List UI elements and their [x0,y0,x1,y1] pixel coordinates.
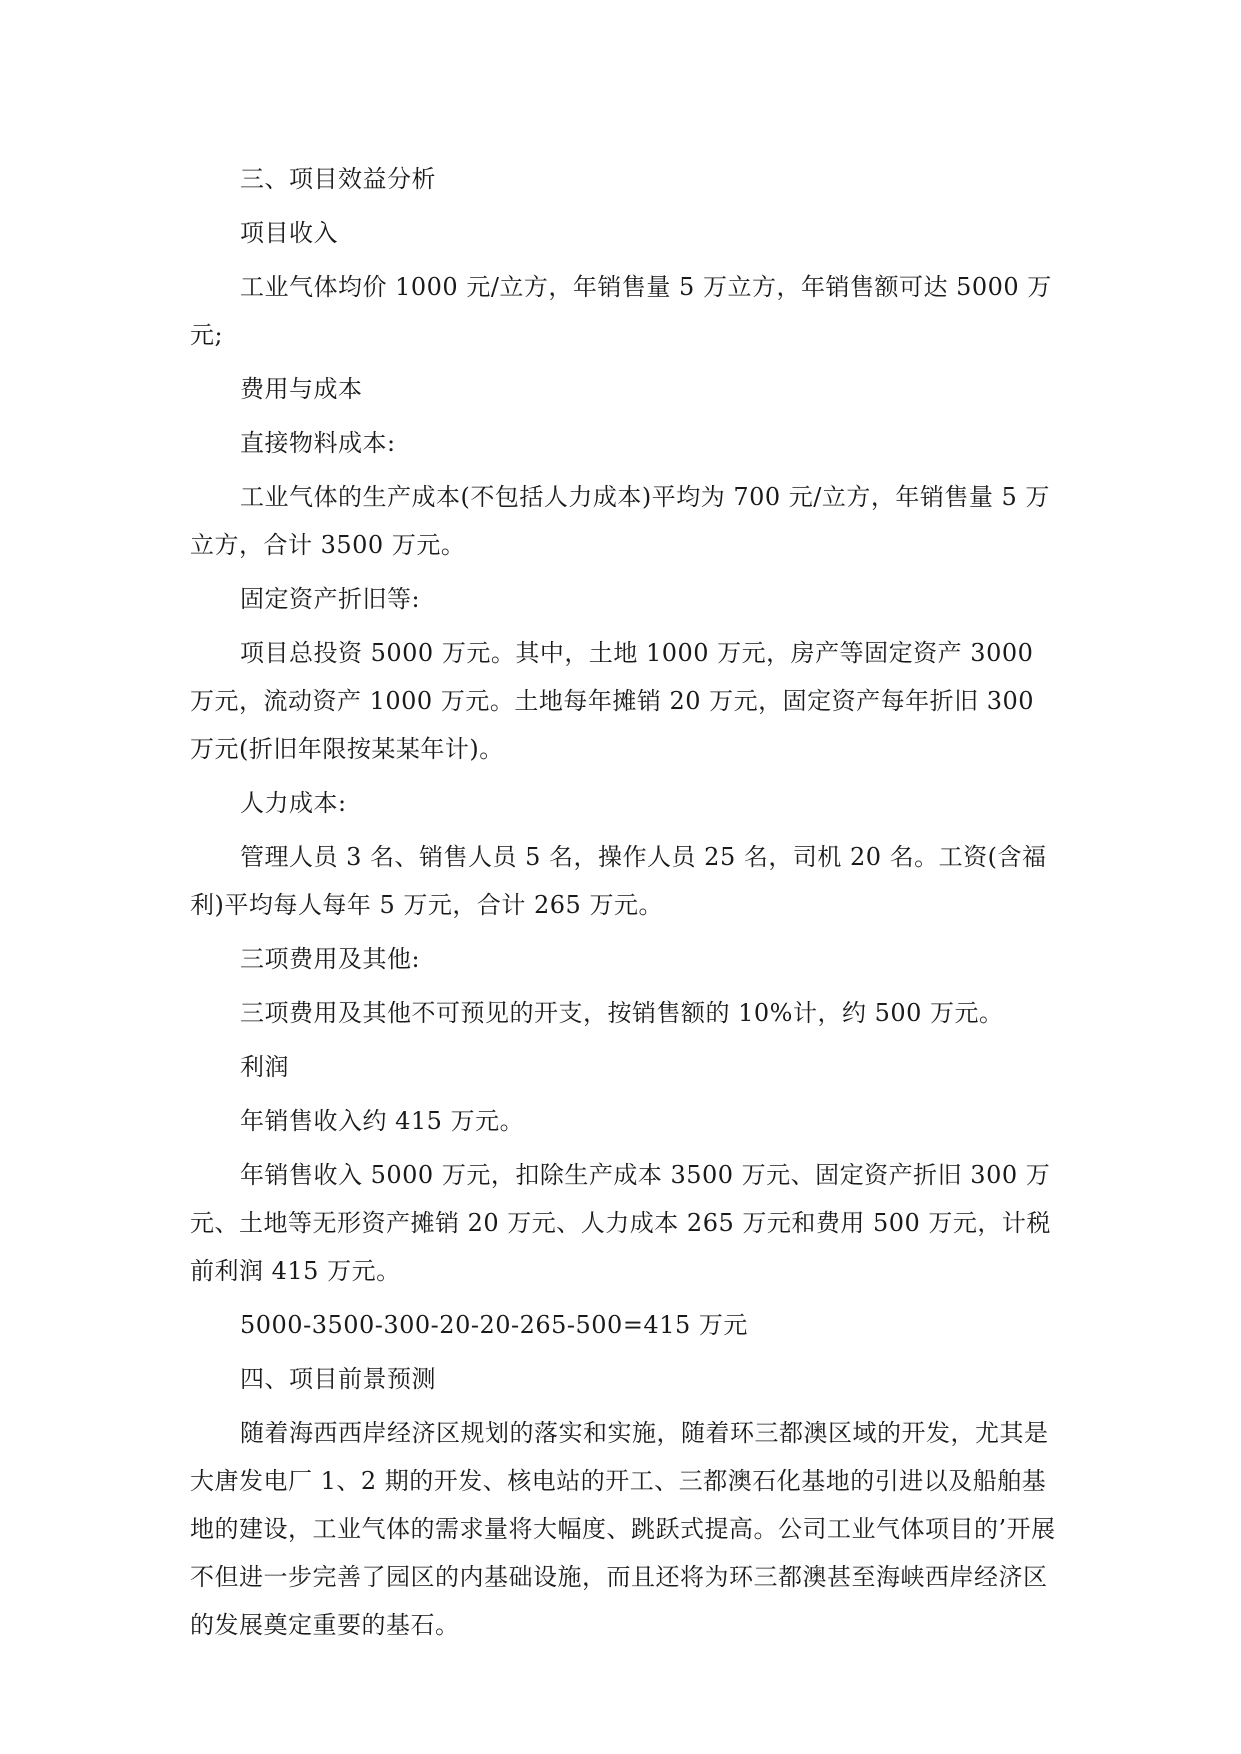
subheading-labor-cost: 人力成本: [240,789,347,817]
paragraph-three-expenses: 三项费用及其他不可预见的开支，按销售额的 10%计，约 500 万元。 [240,999,1004,1027]
section-heading-benefit-analysis: 三、项目效益分析 [240,165,436,193]
paragraph-profit-summary: 年销售收入约 415 万元。 [240,1107,525,1135]
paragraph-investment-detail: 项目总投资 5000 万元。其中，土地 1000 万元，房产等固定资产 3000 万元，流动资产 1000 万元。土地每年摊销 20 万元，固定资产每年折旧 300 万元(折旧年限按某某年计)。 [190,639,1035,763]
paragraph-production-cost: 工业气体的生产成本(不包括人力成本)平均为 700 元/立方，年销售量 5 万立方，合计 3500 万元。 [190,483,1050,559]
paragraph-outlook: 随着海西西岸经济区规划的落实和实施，随着环三都澳区域的开发，尤其是大唐发电厂 1、2 期的开发、核电站的开工、三都澳石化基地的引进以及船舶基地的建设，工业气体的需求量将大幅度、跳跃式提高。公司工业气体项目的’开展不但进一步完善了园区的内基础设施，而且还将为环三都澳甚至海峡西岸经济区的发展奠定重要的基石。 [190,1419,1056,1639]
subheading-profit: 利润 [240,1053,289,1081]
subheading-costs: 费用与成本 [240,375,363,403]
section-heading-outlook: 四、项目前景预测 [240,1365,436,1393]
paragraph-revenue-detail: 工业气体均价 1000 元/立方，年销售量 5 万立方，年销售额可达 5000 万元; [190,273,1052,349]
document-body [190,155,1056,1655]
paragraph-staffing: 管理人员 3 名、销售人员 5 名，操作人员 25 名，司机 20 名。工资(含福利)平均每人每年 5 万元，合计 265 万元。 [190,843,1047,919]
subheading-project-revenue: 项目收入 [240,219,338,247]
formula-profit: 5000-3500-300-20-20-265-500=415 万元 [240,1311,748,1339]
subheading-fixed-asset-depreciation: 固定资产折旧等: [240,585,421,613]
subheading-direct-material-cost: 直接物料成本: [240,429,396,457]
paragraph-profit-calculation: 年销售收入 5000 万元，扣除生产成本 3500 万元、固定资产折旧 300 万元、土地等无形资产摊销 20 万元、人力成本 265 万元和费用 500 万元，计税前利润 415 万元。 [190,1161,1051,1285]
subheading-three-expenses: 三项费用及其他: [240,945,421,973]
